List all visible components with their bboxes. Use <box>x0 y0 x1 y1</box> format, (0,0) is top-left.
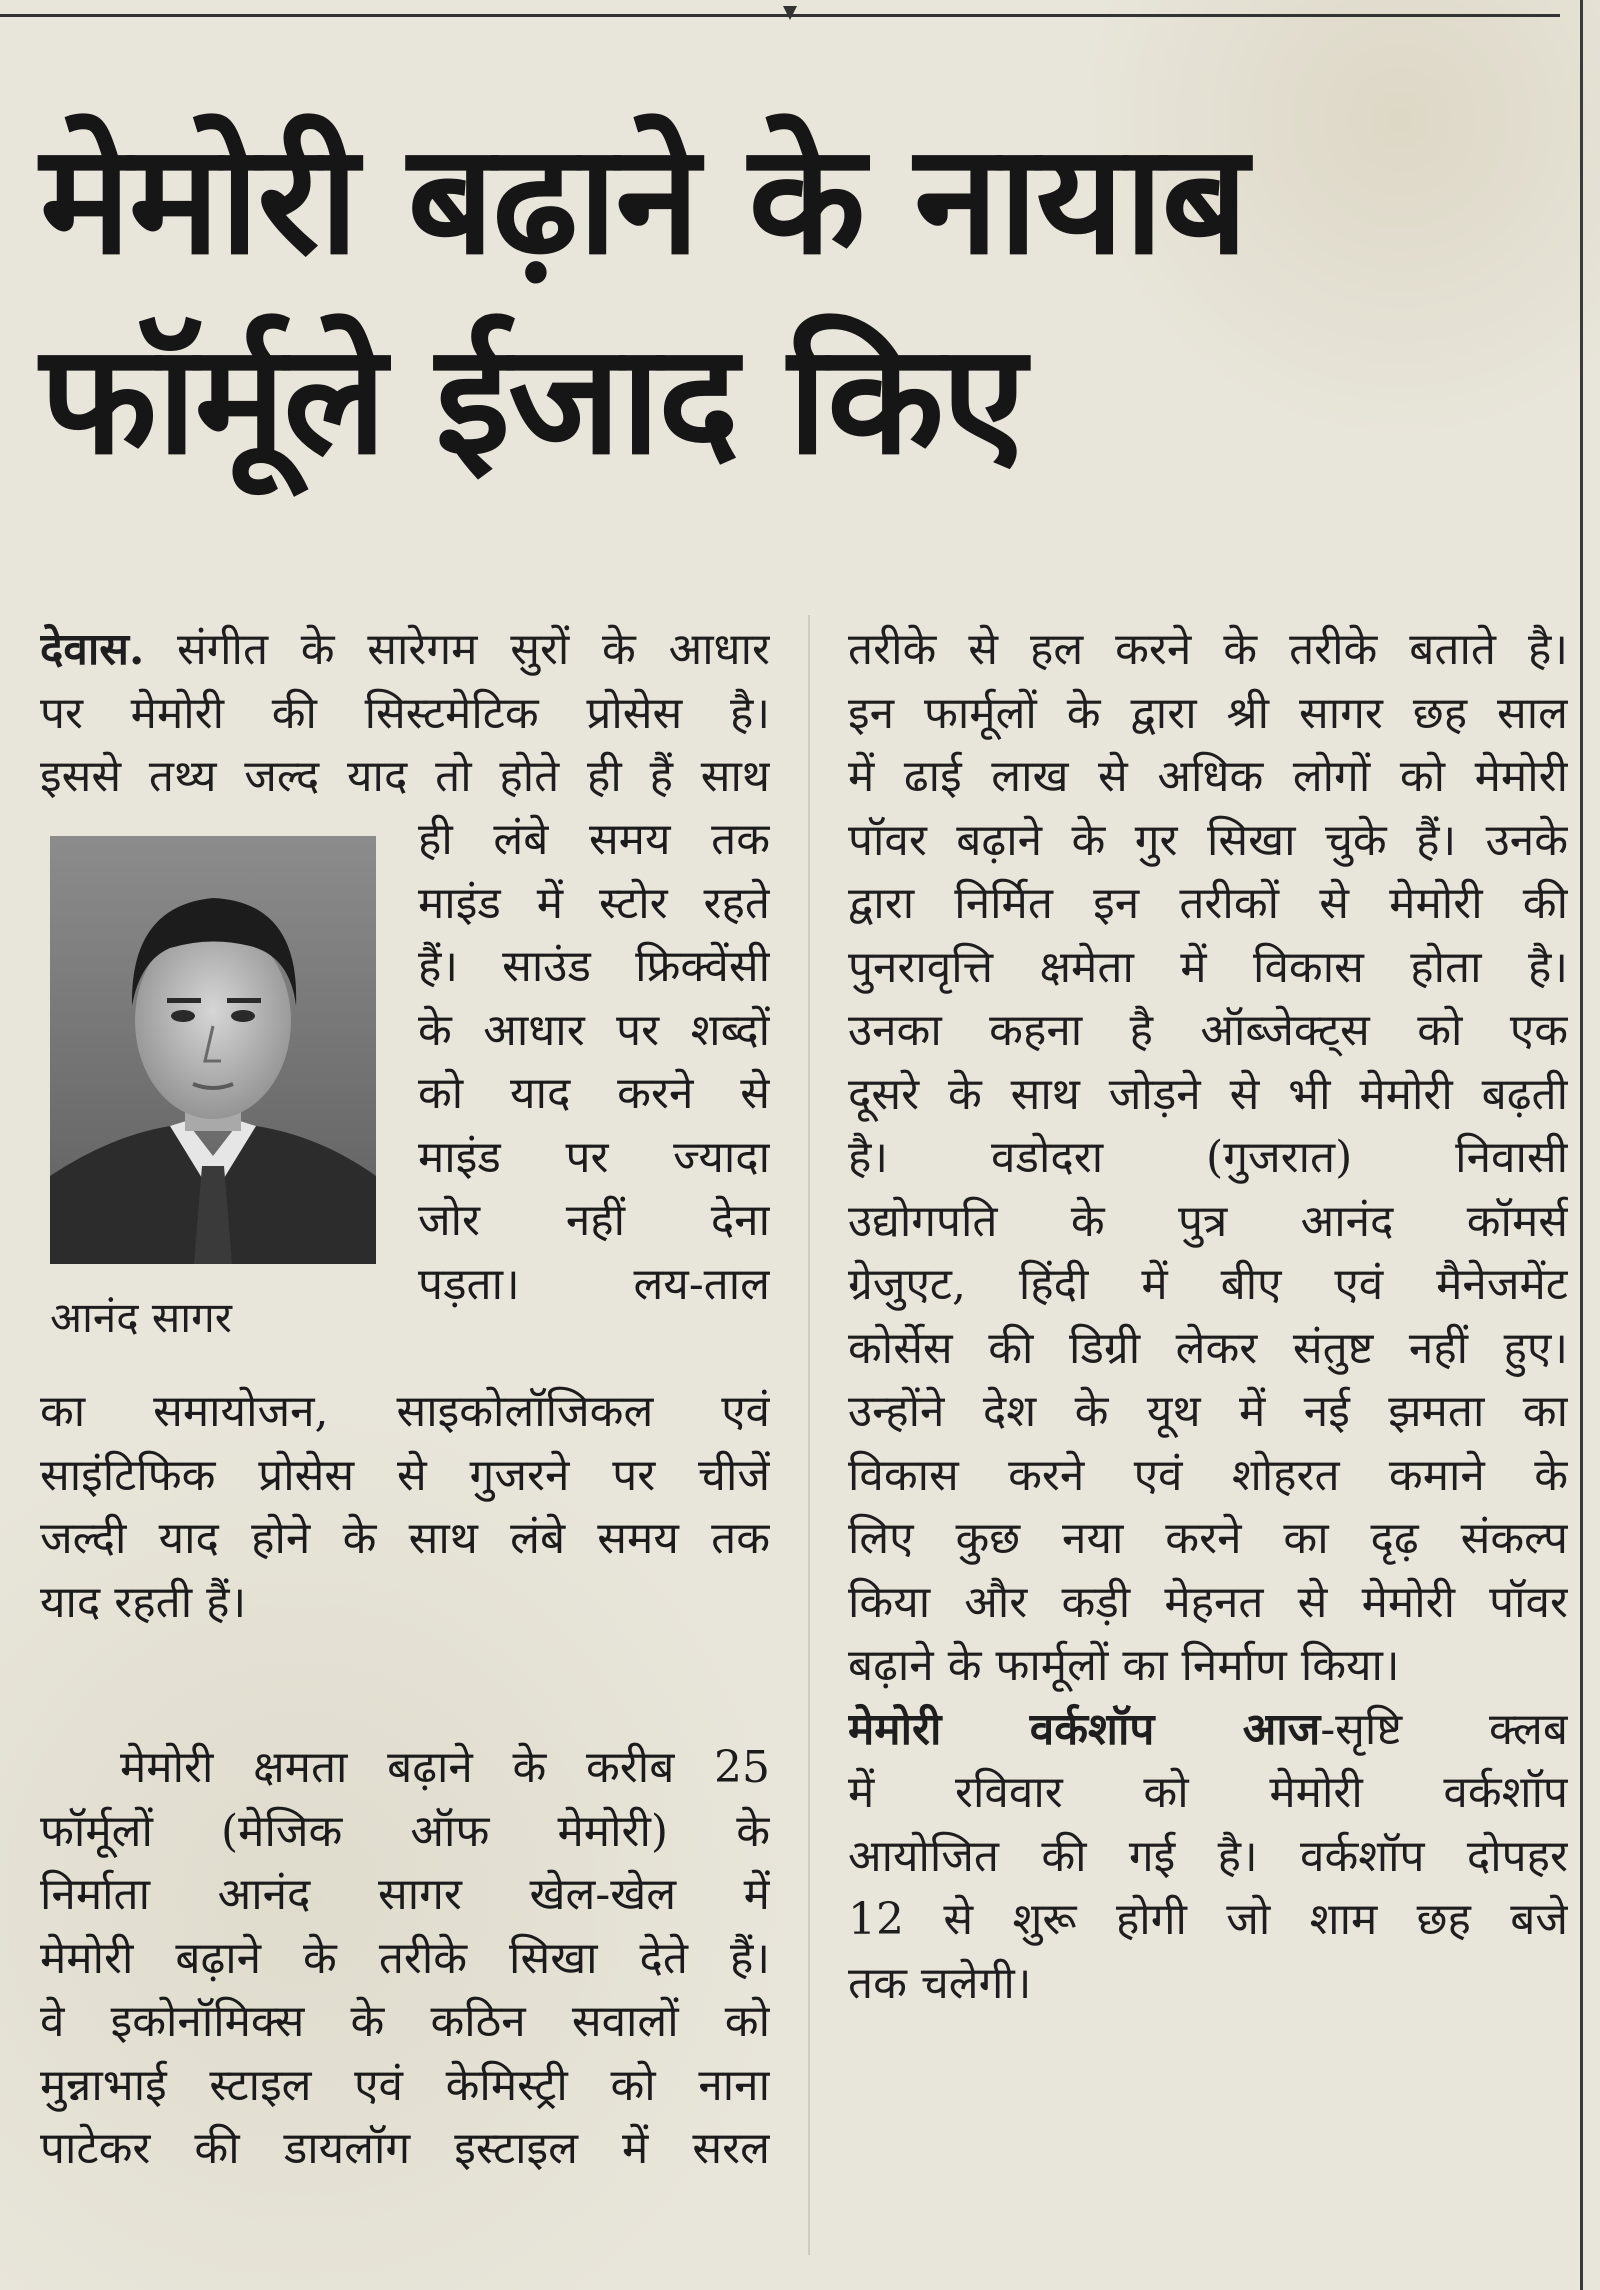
text-line: माइंड पर ज्यादा <box>418 1131 770 1183</box>
headline <box>40 100 1520 500</box>
text-line: पाटेकर की डायलॉग इस्टाइल में सरल <box>40 2123 770 2174</box>
text-line <box>40 618 770 682</box>
text-line: दूसरे के साथ जोड़ने से भी मेमोरी बढ़ती <box>848 1068 1568 1120</box>
subhead: मेमोरी वर्कशॉप आज <box>848 1703 1321 1755</box>
text-line: माइंड में स्टोर रहते <box>418 877 770 929</box>
text-line: द्वारा निर्मित इन तरीकों से मेमोरी की <box>848 878 1568 929</box>
text-line: पॉवर बढ़ाने के गुर सिखा चुके हैं। उनके <box>848 814 1568 866</box>
text-line: लिए कुछ नया करने का दृढ़ संकल्प <box>848 1513 1568 1564</box>
top-tick-mark <box>783 6 797 20</box>
text-line: साइंटिफिक प्रोसेस से गुजरने पर चीजें <box>40 1449 770 1501</box>
portrait-photo <box>50 836 376 1264</box>
text-line: फॉर्मूलों (मेजिक ऑफ मेमोरी) के <box>40 1805 770 1857</box>
below-photo-text <box>40 1380 770 1634</box>
text-line: निर्माता आनंद सागर खेल-खेल में <box>40 1869 770 1920</box>
right-column-rule <box>1580 0 1583 2290</box>
text-line: मुन्नाभाई स्टाइल एवं केमिस्ट्री को नाना <box>40 2059 770 2111</box>
subhead-line <box>848 1698 1568 1762</box>
headline-line-1: मेमोरी बढ़ाने के नायाब <box>40 111 1247 288</box>
text-line: तरीके से हल करने के तरीके बताते है। <box>848 624 1568 675</box>
top-rule <box>0 14 1560 17</box>
text-line: को याद करने से <box>418 1068 770 1119</box>
text-line: में ढाई लाख से अधिक लोगों को मेमोरी <box>848 751 1568 802</box>
text-line: पड़ता। लय-ताल <box>418 1258 770 1310</box>
text-line: मेमोरी क्षमता बढ़ाने के करीब 25 <box>120 1742 770 1793</box>
text-line: विकास करने एवं शोहरत कमाने के <box>848 1449 1568 1501</box>
photo-caption: आनंद सागर <box>50 1293 232 1342</box>
text-line: पुनरावृत्ति क्षमेता में विकास होता है। <box>848 941 1568 993</box>
text-line: जल्दी याद होने के साथ लंबे समय तक <box>40 1513 770 1564</box>
left-column <box>40 618 770 809</box>
text-line: तक चलेगी। <box>848 1957 1032 2009</box>
text-line: उद्योगपति के पुत्र आनंद कॉमर्स <box>848 1195 1568 1247</box>
dateline: देवास. <box>40 624 145 675</box>
text-line: याद रहती हैं। <box>40 1576 247 1628</box>
text-line: 12 से शुरू होगी जो शाम छह बजे <box>848 1894 1568 1945</box>
headline-line-2: फॉर्मूले ईजाद किए <box>40 311 1025 488</box>
text-line: ग्रेजुएट, हिंदी में बीए एवं मैनेजमेंट <box>848 1259 1568 1310</box>
text-line: हैं। साउंड फ्रिक्वेंसी <box>418 941 770 992</box>
text-line: उन्होंने देश के यूथ में नई झमता का <box>848 1386 1568 1437</box>
text-line: कोर्सेस की डिग्री लेकर संतुष्ट नहीं हुए। <box>848 1322 1568 1374</box>
portrait-image <box>50 836 376 1264</box>
text-line: मेमोरी बढ़ाने के तरीके सिखा देते हैं। <box>40 1932 770 1984</box>
text-line: है। वडोदरा (गुजरात) निवासी <box>848 1132 1568 1183</box>
text-line: में रविवार को मेमोरी वर्कशॉप <box>848 1767 1568 1818</box>
subhead-rest: -सृष्टि क्लब <box>1320 1703 1568 1755</box>
text-line: ही लंबे समय तक <box>418 814 770 865</box>
column-divider <box>808 615 810 2255</box>
text-line: का समायोजन, साइकोलॉजिकल एवं <box>40 1386 770 1437</box>
text-line: उनका कहना है ऑब्जेक्ट्स को एक <box>848 1005 1568 1056</box>
text-line-content: संगीत के सारेगम सुरों के आधार <box>177 624 770 675</box>
text-line: पर मेमोरी की सिस्टमेटिक प्रोसेस है। <box>40 687 770 739</box>
text-line: जोर नहीं देना <box>418 1195 770 1246</box>
wrap-text-block <box>418 808 770 1316</box>
text-line: किया और कड़ी मेहनत से मेमोरी पॉवर <box>848 1576 1568 1628</box>
text-line: आयोजित की गई है। वर्कशॉप दोपहर <box>848 1830 1568 1882</box>
right-column <box>848 618 1568 2015</box>
text-line: इससे तथ्य जल्द याद तो होते ही हैं साथ <box>40 751 770 802</box>
text-line: इन फार्मूलों के द्वारा श्री सागर छह साल <box>848 687 1568 739</box>
text-line: के आधार पर शब्दों <box>418 1004 770 1056</box>
text-line: वे इकोनॉमिक्स के कठिन सवालों को <box>40 1996 770 2047</box>
text-line: बढ़ाने के फार्मूलों का निर्माण किया। <box>848 1640 1400 1691</box>
paragraph-2 <box>40 1736 770 2181</box>
